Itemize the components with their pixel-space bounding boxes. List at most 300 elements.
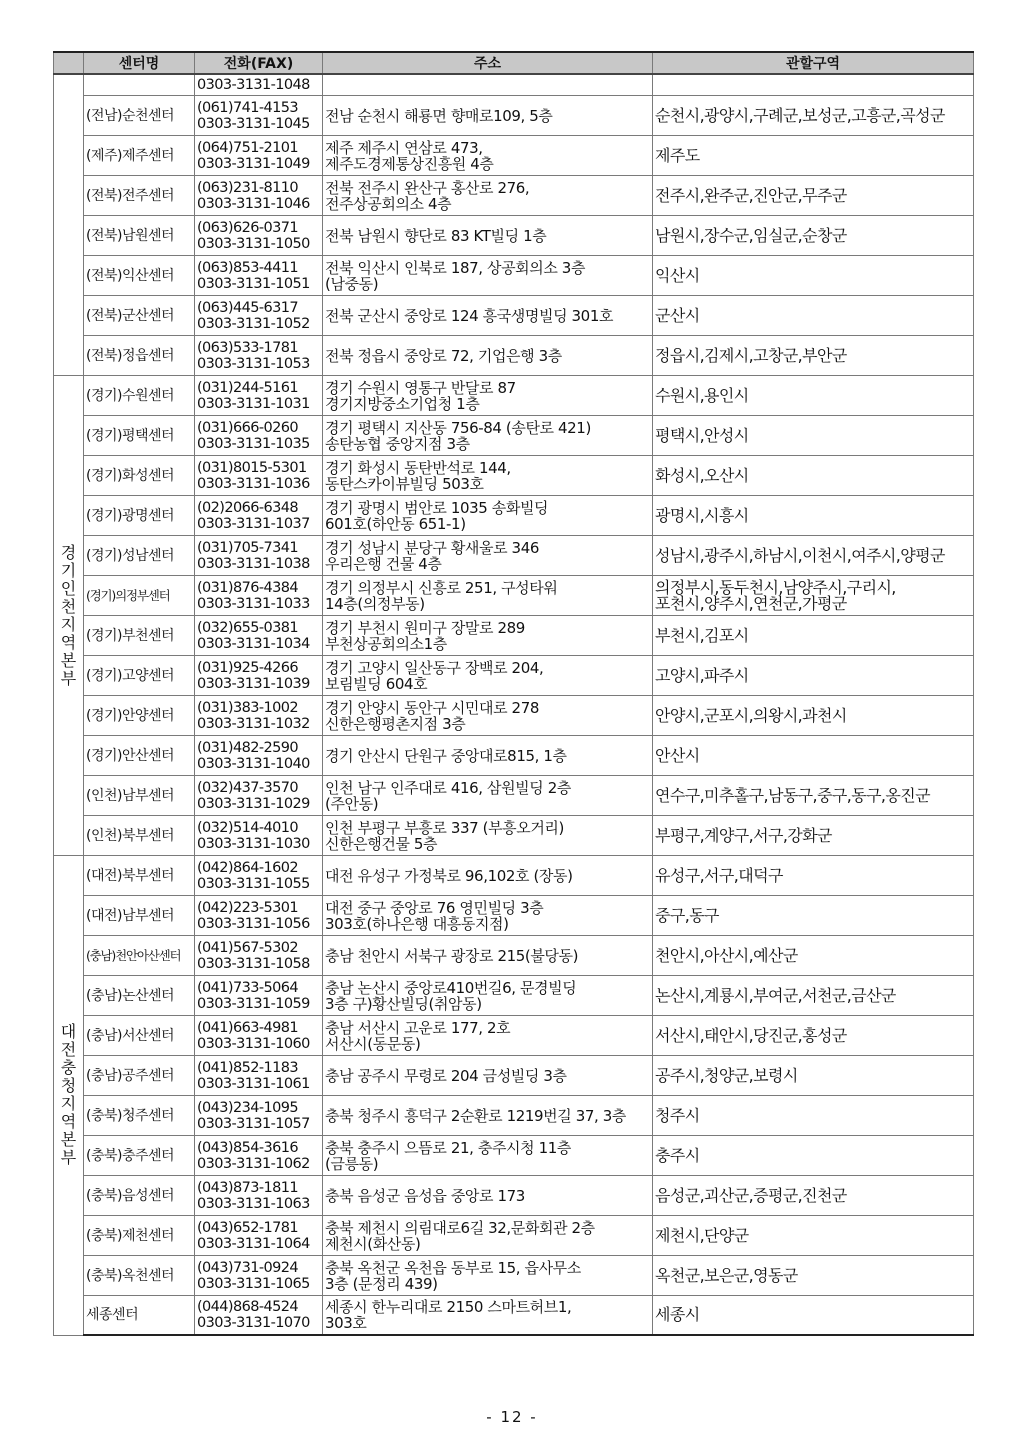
address-line: 우리은행 건물 4층 <box>325 554 442 573</box>
jurisdiction-cell <box>653 136 974 176</box>
jurisdiction-cell <box>653 816 974 856</box>
fax-number: 0303-3131-1039 <box>197 675 310 692</box>
jurisdiction-text: 고양시,파주시 <box>655 665 749 685</box>
center-name-cell <box>84 616 195 656</box>
jurisdiction-text: 연수구,미추홀구,남동구,중구,동구,옹진군 <box>655 785 930 805</box>
center-name-cell <box>84 1096 195 1136</box>
jurisdiction-cell <box>653 696 974 736</box>
center-name-cell <box>84 336 195 376</box>
phone-fax-cell <box>195 656 323 696</box>
center-name-cell <box>84 176 195 216</box>
address-line: 신한은행건물 5층 <box>325 834 438 853</box>
table-row <box>54 456 974 496</box>
address-cell <box>323 336 653 376</box>
table-row <box>54 736 974 776</box>
region-label: 대전충청지역본부 <box>60 1022 77 1168</box>
table-row <box>54 74 974 96</box>
table-row <box>54 776 974 816</box>
center-name: (인천)남부센터 <box>86 787 175 804</box>
phone-fax-cell <box>195 416 323 456</box>
branch-office-table <box>53 51 974 1336</box>
jurisdiction-text: 포천시,양주시,연천군,가평군 <box>655 593 847 613</box>
jurisdiction-cell <box>653 616 974 656</box>
center-name-cell <box>84 976 195 1016</box>
address-cell <box>323 816 653 856</box>
phone-fax-cell <box>195 936 323 976</box>
table-row <box>54 936 974 976</box>
jurisdiction-cell <box>653 456 974 496</box>
fax-number: 0303-3131-1029 <box>197 795 310 812</box>
address-line: 경기 광명시 범안로 1035 송화빌딩 <box>325 498 549 517</box>
table-row <box>54 656 974 696</box>
address-cell <box>323 1296 653 1336</box>
jurisdiction-text: 남원시,장수군,임실군,순창군 <box>655 225 847 245</box>
address-line: 충남 논산시 중앙로410번길6, 문경빌딩 <box>325 978 577 997</box>
fax-number: 0303-3131-1036 <box>197 475 310 492</box>
jurisdiction-cell <box>653 96 974 136</box>
center-name-cell <box>84 816 195 856</box>
address-line: 경기 성남시 분당구 황새울로 346 <box>325 538 539 557</box>
fax-number: 0303-3131-1032 <box>197 715 310 732</box>
phone-number: (044)868-4524 <box>197 1299 298 1315</box>
jurisdiction-cell <box>653 776 974 816</box>
fax-number: 0303-3131-1030 <box>197 835 310 852</box>
center-name: (전북)군산센터 <box>86 307 175 324</box>
jurisdiction-cell <box>653 1176 974 1216</box>
table-row <box>54 976 974 1016</box>
address-line: 경기 화성시 동탄반석로 144, <box>325 458 511 477</box>
address-line: 303호(하나은행 대흥동지점) <box>325 914 509 933</box>
center-name-cell <box>84 136 195 176</box>
phone-number: (064)751-2101 <box>197 139 298 156</box>
phone-number: (041)733-5064 <box>197 979 298 996</box>
jurisdiction-cell <box>653 896 974 936</box>
center-name: (경기)수원센터 <box>86 387 175 404</box>
address-cell <box>323 176 653 216</box>
phone-fax-cell <box>195 336 323 376</box>
fax-number: 0303-3131-1048 <box>197 77 310 93</box>
address-line: 제천시(화산동) <box>325 1234 421 1253</box>
center-name: (충남)논산센터 <box>86 987 175 1004</box>
address-cell <box>323 296 653 336</box>
center-name: (경기)성남센터 <box>86 547 175 564</box>
phone-fax-cell <box>195 816 323 856</box>
address-line: 서산시(동문동) <box>325 1034 421 1053</box>
center-name-cell <box>84 1176 195 1216</box>
jurisdiction-cell <box>653 1096 974 1136</box>
center-name: (경기)광명센터 <box>86 507 175 524</box>
address-cell <box>323 96 653 136</box>
jurisdiction-cell <box>653 1216 974 1256</box>
address-cell <box>323 616 653 656</box>
address-cell <box>323 696 653 736</box>
table-row <box>54 1296 974 1336</box>
center-name-cell <box>84 576 195 616</box>
table-row <box>54 896 974 936</box>
address-line: 303호 <box>325 1314 367 1332</box>
table-row <box>54 256 974 296</box>
table-row <box>54 1056 974 1096</box>
jurisdiction-cell <box>653 1256 974 1296</box>
jurisdiction-text: 부천시,김포시 <box>655 625 749 645</box>
center-name: (충북)청주센터 <box>86 1107 175 1124</box>
center-name-cell <box>84 1256 195 1296</box>
center-name: (경기)안양센터 <box>86 707 175 724</box>
table-row <box>54 136 974 176</box>
phone-fax-cell <box>195 296 323 336</box>
center-name: (대전)북부센터 <box>86 867 175 884</box>
address-cell <box>323 536 653 576</box>
fax-number: 0303-3131-1046 <box>197 195 310 212</box>
jurisdiction-text: 충주시 <box>655 1145 700 1165</box>
address-line: 충북 청주시 흥덕구 2순환로 1219번길 37, 3층 <box>325 1106 626 1125</box>
phone-number: (031)383-1002 <box>197 699 298 716</box>
address-line: 신한은행평촌지점 3층 <box>325 714 466 733</box>
table-row <box>54 296 974 336</box>
region-cell <box>54 376 84 856</box>
jurisdiction-text: 제천시,단양군 <box>655 1225 749 1245</box>
address-line: 경기 안산시 단원구 중앙대로815, 1층 <box>325 746 567 765</box>
center-name-cell <box>84 856 195 896</box>
jurisdiction-text: 정읍시,김제시,고창군,부안군 <box>655 345 847 365</box>
phone-fax-cell <box>195 176 323 216</box>
fax-number: 0303-3131-1052 <box>197 315 310 332</box>
fax-number: 0303-3131-1033 <box>197 595 310 612</box>
table-row <box>54 376 974 416</box>
center-name: (전북)정읍센터 <box>86 347 175 364</box>
address-line: 부천상공회의소1층 <box>325 634 447 653</box>
center-name-cell <box>84 256 195 296</box>
address-line: 경기 의정부시 신흥로 251, 구성타워 <box>325 578 558 597</box>
phone-number: (063)853-4411 <box>197 259 298 276</box>
center-name: (전북)남원센터 <box>86 227 175 244</box>
phone-fax-cell <box>195 74 323 96</box>
jurisdiction-text: 중구,동구 <box>655 905 719 925</box>
table-row <box>54 176 974 216</box>
address-line: 세종시 한누리대로 2150 스마트허브1, <box>325 1298 572 1316</box>
address-line: 3층 구)황산빌딩(취암동) <box>325 994 482 1013</box>
address-cell <box>323 1256 653 1296</box>
jurisdiction-cell <box>653 216 974 256</box>
address-cell <box>323 856 653 896</box>
region-cell <box>54 856 84 1336</box>
phone-fax-cell <box>195 1016 323 1056</box>
phone-number: (043)731-0924 <box>197 1259 298 1276</box>
jurisdiction-cell <box>653 256 974 296</box>
fax-number: 0303-3131-1059 <box>197 995 310 1012</box>
center-name: (전북)전주센터 <box>86 187 175 204</box>
phone-fax-cell <box>195 256 323 296</box>
jurisdiction-text: 전주시,완주군,진안군,무주군 <box>655 185 847 205</box>
jurisdiction-text: 화성시,오산시 <box>655 465 749 485</box>
fax-number: 0303-3131-1055 <box>197 875 310 892</box>
header-address: 주소 <box>323 52 653 74</box>
region-label: 경기인천지역본부 <box>60 542 77 688</box>
phone-number: (063)533-1781 <box>197 339 298 356</box>
header-phone-fax: 전화(FAX) <box>195 52 323 74</box>
address-line: 충남 천안시 서북구 광장로 215(불당동) <box>325 946 579 965</box>
phone-number: (031)925-4266 <box>197 659 298 676</box>
address-line: 14층(의정부동) <box>325 594 425 613</box>
address-cell <box>323 1176 653 1216</box>
fax-number: 0303-3131-1035 <box>197 435 310 452</box>
phone-number: (042)864-1602 <box>197 859 298 876</box>
phone-fax-cell <box>195 1056 323 1096</box>
table-body <box>54 74 974 1335</box>
jurisdiction-text: 익산시 <box>655 265 700 285</box>
jurisdiction-cell <box>653 416 974 456</box>
phone-fax-cell <box>195 1136 323 1176</box>
jurisdiction-cell <box>653 496 974 536</box>
jurisdiction-text: 청주시 <box>655 1105 700 1125</box>
jurisdiction-cell <box>653 1136 974 1176</box>
address-line: 충남 공주시 무령로 204 금성빌딩 3층 <box>325 1066 567 1085</box>
address-cell <box>323 896 653 936</box>
table-row <box>54 1016 974 1056</box>
phone-fax-cell <box>195 496 323 536</box>
address-line: 제주도경제통상진흥원 4층 <box>325 154 494 173</box>
center-name: (경기)평택센터 <box>86 427 175 444</box>
table-row <box>54 1256 974 1296</box>
table-row <box>54 96 974 136</box>
table-row <box>54 696 974 736</box>
phone-fax-cell <box>195 536 323 576</box>
address-cell <box>323 256 653 296</box>
center-name: (제주)제주센터 <box>86 147 175 164</box>
jurisdiction-text: 논산시,계룡시,부여군,서천군,금산군 <box>655 985 896 1005</box>
table-row <box>54 536 974 576</box>
center-name-cell <box>84 416 195 456</box>
phone-fax-cell <box>195 776 323 816</box>
center-name-cell <box>84 74 195 96</box>
phone-number: (031)705-7341 <box>197 539 298 556</box>
address-line: (금릉동) <box>325 1154 379 1173</box>
header-jurisdiction: 관할구역 <box>653 52 974 74</box>
address-line: 대전 유성구 가정북로 96,102호 (장동) <box>325 866 573 885</box>
header-region <box>54 52 84 74</box>
center-name: (인천)북부센터 <box>86 827 175 844</box>
table-row <box>54 856 974 896</box>
jurisdiction-text: 음성군,괴산군,증평군,진천군 <box>655 1185 847 1205</box>
phone-fax-cell <box>195 96 323 136</box>
center-name-cell <box>84 1016 195 1056</box>
center-name: (충남)서산센터 <box>86 1027 175 1044</box>
center-name-cell <box>84 776 195 816</box>
center-name-cell <box>84 736 195 776</box>
address-line: 경기 부천시 원미구 장말로 289 <box>325 618 525 637</box>
phone-fax-cell <box>195 896 323 936</box>
phone-fax-cell <box>195 136 323 176</box>
phone-number: (032)437-3570 <box>197 779 298 796</box>
phone-fax-cell <box>195 376 323 416</box>
phone-number: (031)244-5161 <box>197 379 298 396</box>
jurisdiction-text: 의정부시,동두천시,남양주시,구리시, <box>655 577 896 597</box>
phone-number: (032)514-4010 <box>197 819 298 836</box>
fax-number: 0303-3131-1057 <box>197 1115 310 1132</box>
address-line: 전북 익산시 인북로 187, 상공회의소 3층 <box>325 258 586 277</box>
header-center-name: 센터명 <box>84 52 195 74</box>
center-name-cell <box>84 376 195 416</box>
jurisdiction-cell <box>653 1016 974 1056</box>
jurisdiction-text: 공주시,청양군,보령시 <box>655 1065 798 1085</box>
address-cell <box>323 496 653 536</box>
table-row <box>54 496 974 536</box>
jurisdiction-cell <box>653 856 974 896</box>
jurisdiction-text: 제주도 <box>655 145 700 165</box>
center-name: (대전)남부센터 <box>86 907 175 924</box>
table-row <box>54 336 974 376</box>
center-name: (전북)익산센터 <box>86 267 175 284</box>
table-row <box>54 1136 974 1176</box>
address-cell <box>323 656 653 696</box>
fax-number: 0303-3131-1070 <box>197 1315 310 1331</box>
jurisdiction-cell <box>653 336 974 376</box>
center-name-cell <box>84 456 195 496</box>
address-cell <box>323 1056 653 1096</box>
address-line: 동탄스카이뷰빌딩 503호 <box>325 474 484 493</box>
jurisdiction-text: 안양시,군포시,의왕시,과천시 <box>655 705 847 725</box>
phone-number: (031)666-0260 <box>197 419 298 436</box>
center-name-cell <box>84 896 195 936</box>
jurisdiction-text: 옥천군,보은군,영동군 <box>655 1265 798 1285</box>
address-cell <box>323 456 653 496</box>
center-name-cell <box>84 936 195 976</box>
address-cell <box>323 216 653 256</box>
address-cell <box>323 1216 653 1256</box>
center-name-cell <box>84 496 195 536</box>
phone-number: (043)652-1781 <box>197 1219 298 1236</box>
jurisdiction-cell <box>653 296 974 336</box>
phone-fax-cell <box>195 1216 323 1256</box>
center-name: (충북)충주센터 <box>86 1147 175 1164</box>
jurisdiction-cell <box>653 976 974 1016</box>
address-cell <box>323 1016 653 1056</box>
center-name: (충북)옥천센터 <box>86 1267 175 1284</box>
phone-fax-cell <box>195 1176 323 1216</box>
address-line: 전북 정읍시 중앙로 72, 기업은행 3층 <box>325 346 562 365</box>
jurisdiction-cell <box>653 576 974 616</box>
phone-fax-cell <box>195 1096 323 1136</box>
address-line: 전북 전주시 완산구 홍산로 276, <box>325 178 530 197</box>
region-cell <box>54 74 84 376</box>
fax-number: 0303-3131-1058 <box>197 955 310 972</box>
address-line: 대전 중구 중앙로 76 영민빌딩 3층 <box>325 898 544 917</box>
center-name-cell <box>84 656 195 696</box>
table-row <box>54 216 974 256</box>
address-line: (주안동) <box>325 794 379 813</box>
center-name-cell <box>84 1136 195 1176</box>
address-line: 충북 제천시 의림대로6길 32,문화회관 2층 <box>325 1218 595 1237</box>
phone-fax-cell <box>195 1256 323 1296</box>
phone-number: (041)567-5302 <box>197 939 298 956</box>
phone-number: (043)854-3616 <box>197 1139 298 1156</box>
center-name: (경기)화성센터 <box>86 467 175 484</box>
center-name-cell <box>84 1296 195 1336</box>
address-cell <box>323 1096 653 1136</box>
address-line: 전북 남원시 향단로 83 KT빌딩 1층 <box>325 226 547 245</box>
center-name-cell <box>84 296 195 336</box>
fax-number: 0303-3131-1063 <box>197 1195 310 1212</box>
address-cell <box>323 936 653 976</box>
address-line: 충남 서산시 고운로 177, 2호 <box>325 1018 511 1037</box>
center-name: (충북)제천센터 <box>86 1227 175 1244</box>
fax-number: 0303-3131-1049 <box>197 155 310 172</box>
fax-number: 0303-3131-1051 <box>197 275 310 292</box>
table-row <box>54 616 974 656</box>
center-name-cell <box>84 696 195 736</box>
phone-number: (031)482-2590 <box>197 739 298 756</box>
address-cell <box>323 376 653 416</box>
fax-number: 0303-3131-1050 <box>197 235 310 252</box>
address-line: 전남 순천시 해룡면 향매로109, 5층 <box>325 106 553 125</box>
jurisdiction-text: 평택시,안성시 <box>655 425 749 445</box>
phone-fax-cell <box>195 616 323 656</box>
jurisdiction-text: 수원시,용인시 <box>655 385 749 405</box>
phone-number: (063)445-6317 <box>197 299 298 316</box>
jurisdiction-text: 세종시 <box>655 1305 700 1324</box>
address-line: 경기지방중소기업청 1층 <box>325 394 480 413</box>
jurisdiction-cell <box>653 1296 974 1336</box>
jurisdiction-text: 서산시,태안시,당진군,홍성군 <box>655 1025 847 1045</box>
table-row <box>54 1096 974 1136</box>
jurisdiction-text: 성남시,광주시,하남시,이천시,여주시,양평군 <box>655 545 945 565</box>
address-cell <box>323 1136 653 1176</box>
fax-number: 0303-3131-1038 <box>197 555 310 572</box>
address-cell <box>323 136 653 176</box>
phone-fax-cell <box>195 456 323 496</box>
phone-number: (043)234-1095 <box>197 1099 298 1116</box>
fax-number: 0303-3131-1064 <box>197 1235 310 1252</box>
address-line: 3층 (문정리 439) <box>325 1274 438 1293</box>
center-name: (경기)부천센터 <box>86 627 175 644</box>
address-cell <box>323 976 653 1016</box>
phone-fax-cell <box>195 856 323 896</box>
address-line: 경기 안양시 동안구 시민대로 278 <box>325 698 539 717</box>
address-line: (남중동) <box>325 274 379 293</box>
jurisdiction-cell <box>653 176 974 216</box>
center-name: (경기)고양센터 <box>86 667 175 684</box>
address-cell <box>323 576 653 616</box>
center-name: (전남)순천센터 <box>86 107 175 124</box>
fax-number: 0303-3131-1040 <box>197 755 310 772</box>
center-name: (충남)천안아산센터 <box>86 947 181 963</box>
center-name: (경기)안산센터 <box>86 747 175 764</box>
phone-fax-cell <box>195 696 323 736</box>
jurisdiction-text: 군산시 <box>655 305 700 325</box>
address-cell <box>323 416 653 456</box>
phone-fax-cell <box>195 736 323 776</box>
phone-number: (02)2066-6348 <box>197 499 298 516</box>
address-line: 전주상공회의소 4층 <box>325 194 452 213</box>
address-line: 전북 군산시 중앙로 124 흥국생명빌딩 301호 <box>325 306 614 325</box>
jurisdiction-cell <box>653 74 974 96</box>
phone-number: (061)741-4153 <box>197 99 298 116</box>
center-name: (경기)의정부센터 <box>86 587 170 603</box>
table-row <box>54 816 974 856</box>
phone-number: (063)231-8110 <box>197 179 298 196</box>
phone-number: (063)626-0371 <box>197 219 298 236</box>
table-row <box>54 1216 974 1256</box>
table-row <box>54 576 974 616</box>
address-line: 인천 부평구 부흥로 337 (부흥오거리) <box>325 818 564 837</box>
jurisdiction-text: 순천시,광양시,구례군,보성군,고흥군,곡성군 <box>655 105 945 125</box>
address-cell <box>323 736 653 776</box>
phone-number: (032)655-0381 <box>197 619 298 636</box>
address-line: 경기 평택시 지산동 756-84 (송탄로 421) <box>325 418 591 437</box>
jurisdiction-text: 부평구,계양구,서구,강화군 <box>655 825 832 845</box>
phone-fax-cell <box>195 576 323 616</box>
address-line: 경기 수원시 영통구 반달로 87 <box>325 378 516 397</box>
